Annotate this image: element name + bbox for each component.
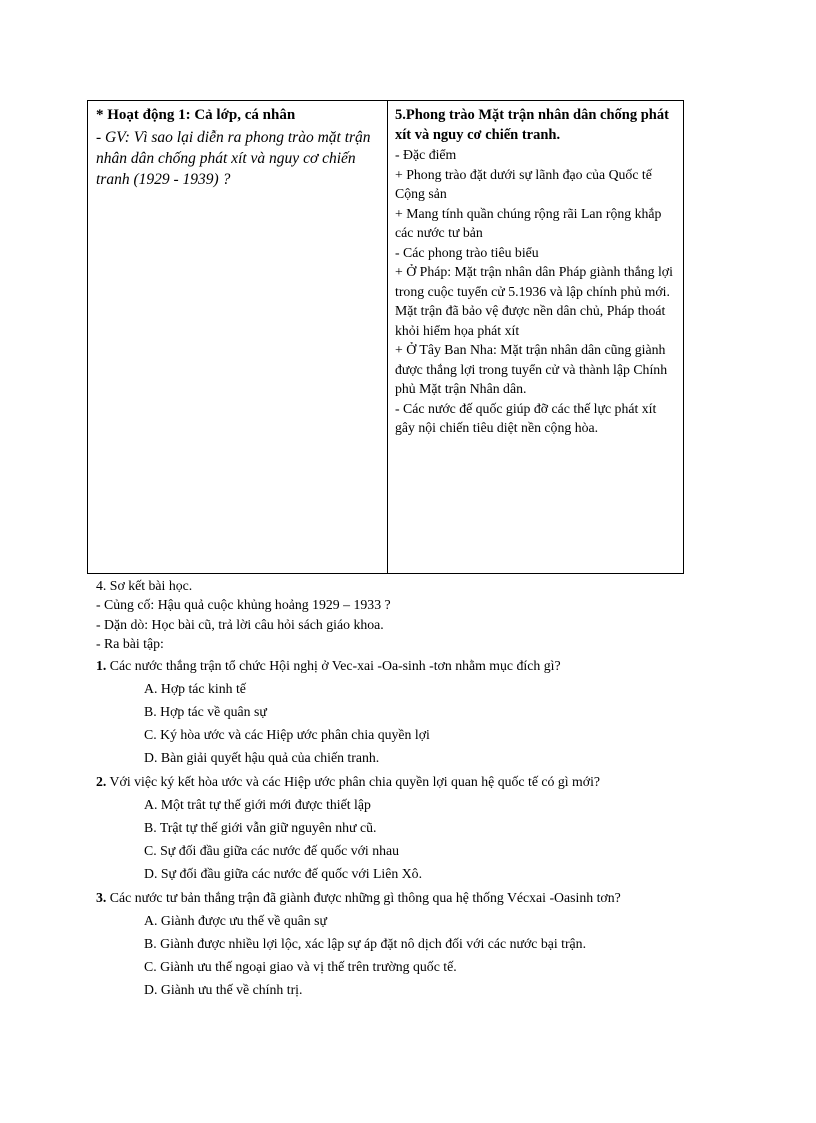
answer-option: B. Hợp tác về quân sự [144,704,267,720]
consolidate-line: - Củng cố: Hậu quả cuộc khủng hoảng 1929 – 1933 ? [96,597,391,613]
activity-heading [96,105,379,125]
content-cell [388,101,683,573]
answer-option: A. Hợp tác kinh tế [144,681,246,697]
question-number: 2. [96,774,107,790]
answer-option: C. Sự đối đầu giữa các nước đế quốc với nhau [144,843,400,859]
content-line: - Đặc điểm [395,147,457,162]
question-number: 3. [96,890,107,906]
answer-option: D. Giành ưu thế về chính trị. [144,982,303,998]
question-text: Với việc ký kết hòa ước và các Hiệp ước phân chia quyền lợi quan hệ quốc tế có gì mới? [106,774,601,790]
answer-option: C. Ký hòa ước và các Hiệp ước phân chia quyền lợi [144,727,430,743]
summary-heading: 4. Sơ kết bài học. [96,578,193,593]
answer-option: D. Bàn giải quyết hậu quả của chiến tranh. [144,750,380,766]
section-title: 5.Phong trào Mặt trận nhân dân chống phát xít và nguy cơ chiến tranh. [395,107,669,143]
content-line: + Ở Pháp: Mặt trận nhân dân Pháp giành thắng lợi trong cuộc tuyển cử 5.1936 và lập chính phủ mới. Mặt trận đã bảo vệ được nền dân chủ, Pháp thoát khỏi hiểm họa phát xít [395,264,673,338]
content-line: + Mang tính quần chúng rộng rãi Lan rộng khắp các nước tư bản [395,205,662,240]
activity-mode: Cả lớp, cá nhân [190,107,296,123]
exercise-line: - Ra bài tập: [96,635,164,651]
answer-option: B. Trật tự thế giới vẫn giữ nguyên như cũ. [144,820,377,836]
content-line: + Ở Tây Ban Nha: Mặt trận nhân dân cũng giành được thắng lợi trong tuyển cử và thành lập Chính phủ Mặt trận Nhân dân. [395,342,668,396]
content-line: - Các phong trào tiêu biểu [395,244,539,260]
answer-option: A. Giành được ưu thế về quân sự [144,913,327,929]
teacher-question: - GV: Vì sao lại diễn ra phong trào mặt trận nhân dân chống phát xít và nguy cơ chiến tranh (1929 - 1939) ? [96,129,371,188]
activity-label: Hoạt động 1: [107,107,191,123]
question-number: 1. [96,658,107,674]
content-line: + Phong trào đặt dưới sự lãnh đạo của Quốc tế Cộng sản [395,166,652,201]
answer-option: C. Giành ưu thế ngoại giao và vị thế trên trường quốc tế. [144,959,457,975]
lesson-summary [96,576,796,1001]
question-1 [96,654,796,677]
answer-option: A. Một trât tự thế giới mới được thiết lập [144,797,371,813]
question-2 [96,770,796,793]
activity-cell [88,101,388,573]
question-text: Các nước tư bản thắng trận đã giành được những gì thông qua hệ thống Vécxai -Oasinh tơn? [106,890,621,906]
activity-prefix: * [96,107,108,123]
content-line: - Các nước đế quốc giúp đỡ các thế lực phát xít gây nội chiến tiêu diệt nền cộng hòa. [395,400,657,435]
answer-option: B. Giành được nhiều lợi lộc, xác lập sự áp đặt nô dịch đối với các nước bại trận. [144,936,587,952]
question-3 [96,886,796,909]
question-text: Các nước thắng trận tổ chức Hội nghị ở Vec-xai -Oa-sinh -tơn nhằm mục đích gì? [106,658,561,674]
lesson-table [87,100,684,574]
homework-line: - Dặn dò: Học bài cũ, trả lời câu hỏi sách giáo khoa. [96,616,384,632]
answer-option: D. Sự đối đầu giữa các nước đế quốc với Liên Xô. [144,866,423,882]
